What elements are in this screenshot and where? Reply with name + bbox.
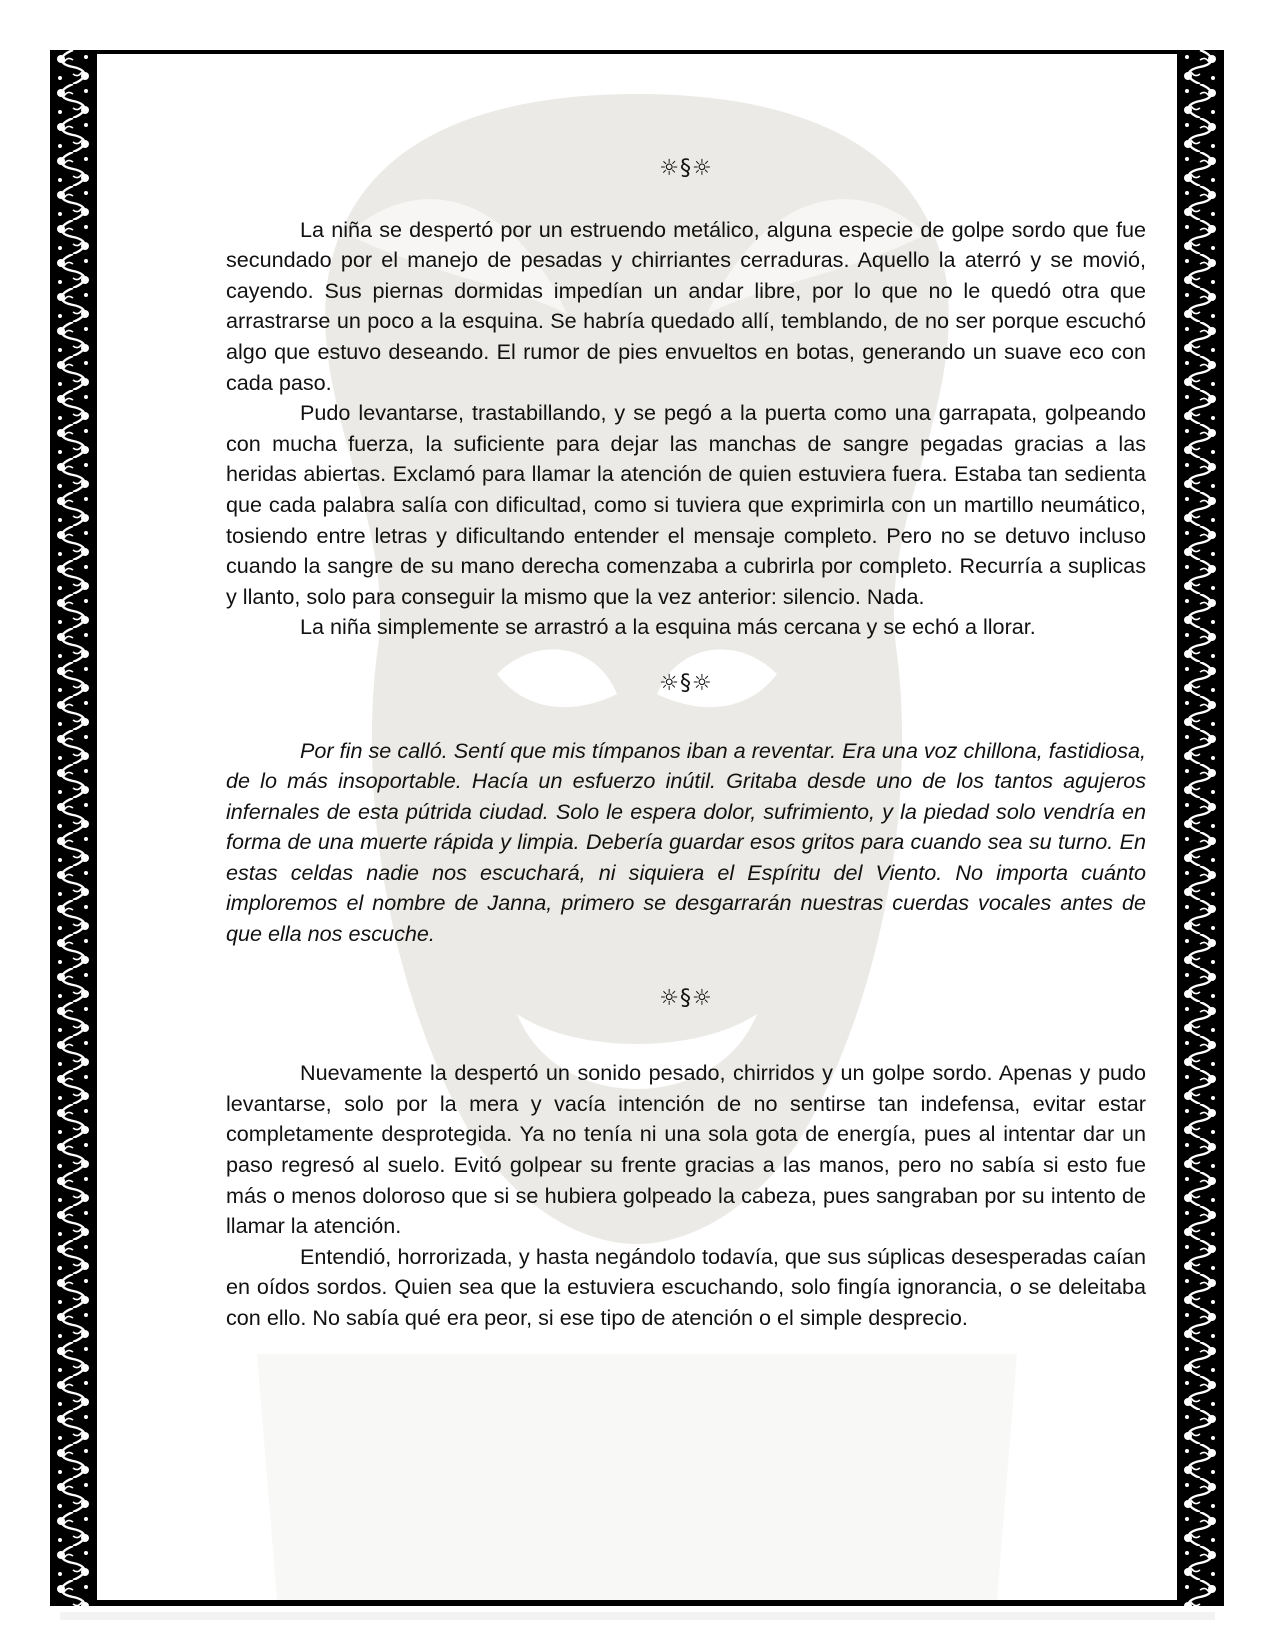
- paragraph: La niña simplemente se arrastró a la esquina más cercana y se echó a llorar.: [300, 614, 1036, 640]
- section-2: [226, 736, 1146, 950]
- vine-ornament-icon: [1177, 50, 1224, 1606]
- section-1: [226, 215, 1146, 643]
- section-separator: ☼§☼: [659, 156, 713, 181]
- page-frame: [50, 50, 1224, 1606]
- section-separator: ☼§☼: [659, 670, 713, 696]
- vine-ornament-icon: [50, 50, 97, 1606]
- page-bottom-shadow: [60, 1612, 1215, 1620]
- page-inner: [97, 54, 1177, 1600]
- italic-paragraph: Por fin se calló. Sentí que mis tímpanos iban a reventar. Era una voz chillona, fastidiosa, de lo más insoportable. Hacía un esfuerzo inútil. Gritaba desde uno de los tantos agujeros infernales de esta pútrida ciudad. Solo le espera dolor, sufrimiento, y la piedad solo vendría en forma de una muerte rápida y limpia. Debería guardar esos gritos para cuando sea su turno. En estas celdas nadie nos escuchará, ni siquiera el Espíritu del Viento. No importa cuánto imploremos el nombre de Janna, primero se desgarrarán nuestras cuerdas vocales antes de que ella nos escuche.: [226, 737, 1146, 947]
- section-separator: ☼§☼: [659, 985, 713, 1011]
- paragraph: Nuevamente la despertó un sonido pesado, chirridos y un golpe sordo. Apenas y pudo levantarse, solo por la mera y vacía intención de no sentirse tan indefensa, evitar estar completamente desprotegida. Ya no tenía ni una sola gota de energía, pues al intentar dar un paso regresó al suelo. Evitó golpear su frente gracias a las manos, pero no sabía si esto fue más o menos doloroso que si se hubiera golpeado la cabeza, pues sangraban por su intento de llamar la atención.: [226, 1060, 1146, 1239]
- paragraph: Entendió, horrorizada, y hasta negándolo todavía, que sus súplicas desesperadas caían en oídos sordos. Quien sea que la estuviera escuchando, solo fingía ignorancia, o se deleitaba con ello. No sabía qué era peor, si ese tipo de atención o el simple desprecio.: [226, 1243, 1146, 1330]
- section-3: [226, 1058, 1146, 1333]
- ornamental-border-right: [1177, 50, 1224, 1606]
- document-body: [226, 154, 1146, 1334]
- ornamental-border-left: [50, 50, 97, 1606]
- paragraph: Pudo levantarse, trastabillando, y se pegó a la puerta como una garrapata, golpeando con mucha fuerza, la suficiente para dejar las manchas de sangre pegadas gracias a las heridas abiertas. Exclamó para llamar la atención de quien estuviera fuera. Estaba tan sedienta que cada palabra salía con dificultad, como si tuviera que exprimirla con un martillo neumático, tosiendo entre letras y dificultando entender el mensaje completo. Pero no se detuvo incluso cuando la sangre de su mano derecha comenzaba a cubrirla por completo. Recurría a suplicas y llanto, solo para conseguir la mismo que la vez anterior: silencio. Nada.: [226, 400, 1146, 609]
- paragraph: La niña se despertó por un estruendo metálico, alguna especie de golpe sordo que fue secundado por el manejo de pesadas y chirriantes cerraduras. Aquello la aterró y se movió, cayendo. Sus piernas dormidas impedían un andar libre, por lo que no le quedó otra que arrastrarse un poco a la esquina. Se habría quedado allí, temblando, de no ser porque escuchó algo que estuvo deseando. El rumor de pies envueltos en botas, generando un suave eco con cada paso.: [226, 216, 1146, 395]
